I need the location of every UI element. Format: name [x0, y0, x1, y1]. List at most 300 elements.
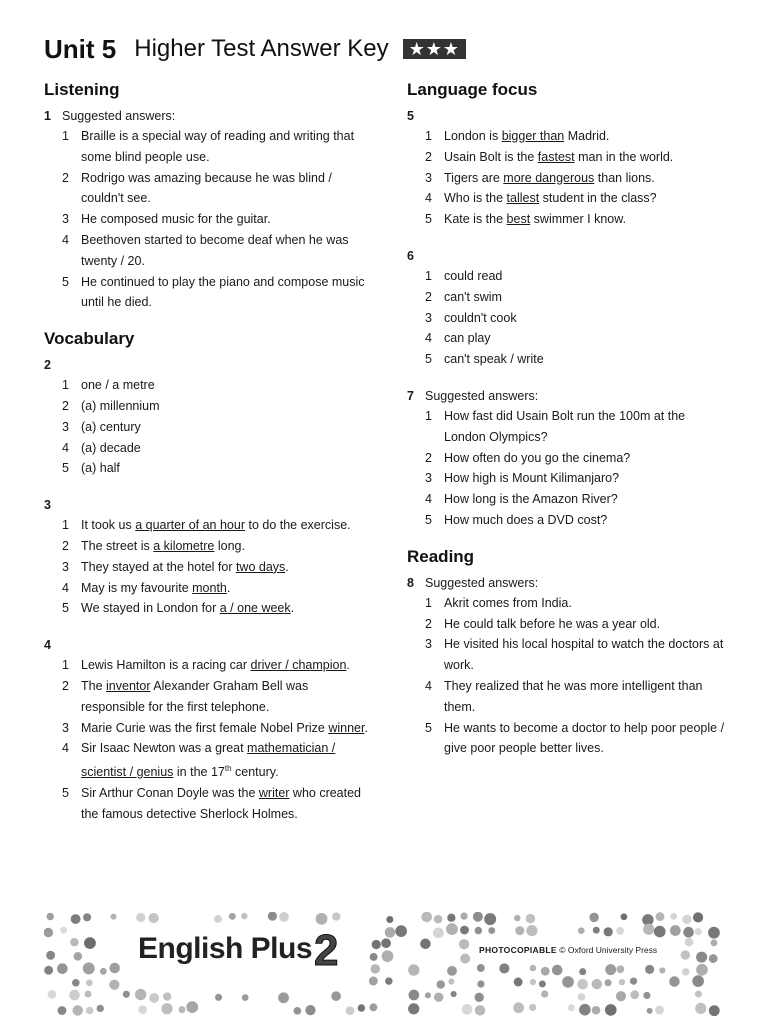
pattern-dot	[589, 913, 598, 922]
item-text-pre: The	[81, 678, 107, 693]
pattern-dot	[695, 928, 702, 935]
list-item	[44, 598, 374, 619]
pattern-dot	[135, 989, 146, 1000]
item-number: 1	[62, 518, 69, 533]
pattern-dot	[408, 964, 419, 975]
pattern-dot	[316, 913, 328, 925]
item-text	[81, 536, 374, 557]
pattern-dot	[578, 927, 585, 934]
answer-list-5	[407, 126, 727, 230]
item-number: 4	[62, 580, 69, 595]
answer-list-4	[44, 655, 374, 825]
pattern-dot	[604, 927, 613, 936]
item-number: 1	[62, 658, 69, 673]
pattern-dot	[499, 963, 509, 973]
item-text-post: long.	[214, 538, 245, 553]
item-text	[81, 598, 374, 619]
item-text-pre: Kate is the	[444, 212, 507, 227]
pattern-dot	[72, 1005, 82, 1015]
list-item	[44, 375, 374, 396]
item-text-pre: We stayed in London for	[81, 601, 220, 616]
pattern-dot	[60, 927, 67, 934]
pattern-dot	[369, 977, 378, 986]
item-text	[81, 676, 374, 718]
list-item	[407, 287, 727, 308]
answer-list-6	[407, 266, 727, 370]
underlined-answer: bigger than	[501, 129, 565, 143]
pattern-dot	[459, 939, 469, 949]
pattern-dot	[659, 967, 665, 973]
answer-list-8	[407, 593, 727, 759]
pattern-dot	[305, 1005, 315, 1015]
item-number: 2	[425, 616, 432, 631]
item-text: can play	[444, 331, 491, 346]
footer-banner	[44, 912, 724, 1020]
pattern-dot	[696, 952, 707, 963]
underlined-answer: best	[506, 212, 531, 227]
item-text-pre: Lewis Hamilton is a racing car	[81, 658, 251, 673]
pattern-dot	[448, 978, 454, 984]
pattern-dot	[278, 992, 289, 1003]
list-item	[44, 417, 374, 438]
pattern-dot	[69, 990, 80, 1001]
copyright-text: © Oxford University Press	[559, 945, 658, 955]
list-item	[44, 272, 374, 314]
pattern-dot	[84, 937, 96, 949]
item-number: 1	[425, 129, 432, 143]
pattern-dot	[669, 976, 680, 987]
item-number: 1	[425, 408, 432, 423]
pattern-dot	[381, 938, 391, 948]
pattern-dot	[552, 965, 563, 976]
list-item	[407, 126, 727, 147]
pattern-dot	[682, 915, 691, 924]
item-text	[81, 578, 374, 599]
pattern-dot	[421, 912, 432, 922]
list-item	[407, 468, 727, 489]
item-text	[444, 126, 727, 147]
item-text-post: to do the exercise.	[245, 518, 351, 533]
list-item	[407, 593, 727, 614]
item-text: He could talk before he was a year old.	[444, 616, 661, 631]
pattern-dot	[186, 1001, 198, 1013]
item-text-post: .	[285, 559, 289, 574]
pattern-dot	[72, 979, 80, 987]
pattern-dot	[111, 914, 117, 920]
question-7: 7 Suggested answers:	[407, 388, 539, 403]
item-number: 1	[425, 595, 432, 610]
item-text-post: in the 17	[173, 765, 225, 780]
underlined-answer: a / one week	[219, 601, 291, 616]
underlined-answer: fastest	[537, 149, 575, 164]
pattern-dot	[681, 950, 690, 959]
list-item	[44, 458, 374, 479]
pattern-dot	[645, 965, 654, 974]
item-number: 1	[62, 129, 69, 143]
item-number: 1	[425, 268, 432, 283]
item-number: 3	[425, 310, 432, 325]
list-item	[44, 718, 374, 739]
reading-heading: Reading	[407, 546, 475, 566]
brand-logo: English Plus	[134, 932, 316, 966]
pattern-dot	[592, 1006, 601, 1015]
item-text-post: man in the world.	[574, 149, 674, 164]
list-item	[44, 783, 374, 825]
pattern-dot	[708, 927, 720, 939]
pattern-dot	[475, 993, 484, 1002]
item-text: How high is Mount Kilimanjaro?	[444, 471, 620, 486]
underlined-answer: inventor	[106, 678, 151, 693]
list-item	[44, 738, 374, 783]
item-text: (a) millennium	[81, 398, 160, 413]
pattern-dot	[685, 938, 694, 947]
pattern-dot	[621, 913, 628, 920]
pattern-dot	[477, 980, 484, 987]
pattern-dot	[488, 927, 495, 934]
question-2: 2	[44, 358, 51, 373]
list-item	[44, 396, 374, 417]
pattern-dot	[163, 992, 171, 1000]
underlined-answer: winner	[328, 720, 365, 735]
pattern-dot	[242, 994, 249, 1001]
item-text	[81, 738, 374, 783]
item-number: 2	[425, 149, 432, 164]
item-number: 5	[62, 461, 69, 476]
list-item	[407, 328, 727, 349]
unit-label: Unit 5	[44, 33, 117, 64]
pattern-dot	[446, 923, 458, 935]
underlined-answer: a quarter of an hour	[135, 518, 245, 533]
item-text-pre: London is	[444, 129, 502, 143]
question-3: 3	[44, 498, 51, 513]
language-focus-heading: Language focus	[407, 80, 538, 99]
pattern-dot	[395, 925, 407, 937]
item-text: can't swim	[444, 289, 502, 304]
pattern-dot	[695, 991, 702, 998]
photocopiable-label: PHOTOCOPIABLE	[479, 945, 557, 955]
pattern-dot	[149, 993, 159, 1003]
item-number: 2	[425, 289, 432, 304]
list-item	[407, 147, 727, 168]
underlined-answer: month	[192, 580, 227, 595]
list-item	[407, 168, 727, 189]
underlined-answer: a kilometre	[153, 538, 215, 553]
item-text-post: Madrid.	[564, 129, 610, 143]
pattern-dot	[447, 966, 457, 976]
item-text: How long is the Amazon River?	[444, 492, 618, 507]
pattern-dot	[530, 965, 537, 972]
item-text: How fast did Usain Bolt run the 100m at the London Olympics?	[444, 408, 686, 444]
item-text	[81, 655, 374, 676]
pattern-dot	[214, 915, 222, 923]
pattern-dot	[83, 913, 91, 921]
pattern-dot	[420, 939, 431, 950]
item-text-pre: The street is	[81, 538, 154, 553]
pattern-dot	[385, 927, 396, 938]
pattern-dot	[178, 1006, 185, 1013]
page-title	[44, 32, 466, 66]
question-4: 4	[44, 638, 51, 653]
underlined-answer: mathematician / scientist / genius	[81, 741, 336, 780]
pattern-dot	[579, 1004, 591, 1016]
list-item	[407, 188, 727, 209]
item-text: one / a metre	[81, 378, 155, 393]
item-number: 2	[62, 678, 69, 693]
pattern-dot	[44, 966, 53, 975]
pattern-dot	[241, 913, 247, 919]
pattern-dot	[86, 1007, 93, 1014]
pattern-dot	[514, 978, 523, 987]
item-text-pre: Tigers are	[444, 170, 504, 185]
answer-list-1	[44, 126, 374, 313]
pattern-dot	[447, 914, 455, 922]
pattern-dot	[605, 1004, 617, 1016]
pattern-dot	[123, 991, 130, 998]
item-number: 4	[62, 440, 69, 455]
pattern-dot	[578, 993, 586, 1001]
item-number: 2	[425, 450, 432, 465]
pattern-dot	[268, 912, 277, 921]
pattern-dot	[692, 975, 704, 987]
item-number: 4	[425, 191, 432, 206]
list-item	[44, 168, 374, 210]
item-number: 5	[62, 786, 69, 801]
pattern-dot	[670, 913, 677, 920]
item-text: Akrit comes from India.	[444, 595, 572, 610]
item-text-post: swimmer I know.	[530, 212, 627, 227]
item-text-post: century.	[231, 765, 279, 780]
item-text-pre: Who is the	[444, 191, 507, 206]
pattern-dot	[605, 979, 612, 986]
list-item	[407, 510, 727, 531]
pattern-dot	[462, 1004, 473, 1015]
pattern-dot	[460, 954, 470, 964]
pattern-dot	[86, 980, 93, 987]
item-text-post: .	[346, 658, 350, 673]
list-item	[44, 438, 374, 459]
item-text-post: who created the famous detective Sherlock Holmes.	[81, 786, 362, 821]
pattern-dot	[630, 977, 637, 984]
left-column	[44, 78, 374, 825]
pattern-dot	[371, 964, 381, 974]
item-number: 3	[425, 637, 432, 652]
pattern-dot	[229, 913, 236, 920]
item-number: 1	[62, 378, 69, 393]
pattern-dot	[711, 939, 718, 946]
pattern-dot	[477, 964, 485, 972]
item-text: couldn't cook	[444, 310, 517, 325]
pattern-dot	[215, 994, 222, 1001]
pattern-dot	[654, 926, 666, 938]
item-text	[444, 168, 727, 189]
item-text-post: .	[226, 580, 231, 595]
pattern-dot	[138, 1005, 147, 1014]
item-text: How often do you go the cinema?	[444, 450, 631, 465]
item-text-pre: May is my favourite	[81, 580, 193, 595]
question-8: 8 Suggested answers:	[407, 575, 539, 590]
item-number: 2	[62, 538, 69, 553]
pattern-dot	[630, 990, 639, 999]
item-number: 3	[62, 419, 69, 434]
pattern-dot	[513, 1002, 524, 1013]
item-text-post: .	[364, 720, 368, 735]
item-number: 3	[62, 720, 69, 735]
item-number: 5	[62, 601, 69, 616]
photocopiable-notice	[476, 945, 660, 955]
pattern-dot	[451, 991, 457, 997]
list-item	[44, 557, 374, 578]
list-item	[407, 266, 727, 287]
item-text: Beethoven started to become deaf when he was twenty / 20.	[81, 232, 349, 268]
pattern-dot	[541, 990, 548, 997]
item-text-post: than lions.	[594, 170, 655, 185]
pattern-dot	[369, 1003, 377, 1011]
pattern-dot	[109, 980, 119, 990]
right-column	[407, 78, 727, 759]
item-text-post: Alexander Graham Bell was responsible for the first telephone.	[81, 678, 309, 714]
pattern-dot	[44, 928, 53, 938]
item-number: 5	[62, 274, 69, 289]
pattern-dot	[434, 992, 443, 1001]
pattern-dot	[643, 992, 650, 999]
pattern-dot	[372, 940, 381, 949]
pattern-dot	[643, 924, 654, 935]
item-text	[444, 209, 727, 230]
pattern-dot	[541, 967, 550, 976]
list-item	[44, 126, 374, 168]
pattern-dot	[370, 953, 378, 961]
item-text-pre: Usain Bolt is the	[444, 149, 538, 164]
item-text-pre: Sir Isaac Newton was a great	[81, 741, 248, 756]
item-text	[81, 718, 374, 739]
item-number: 2	[62, 398, 69, 413]
question-1: 1 Suggested answers:	[44, 109, 176, 123]
pattern-dot	[46, 951, 55, 960]
pattern-dot	[161, 1003, 172, 1014]
pattern-dot	[514, 915, 520, 921]
underlined-answer: writer	[258, 786, 290, 801]
pattern-dot	[530, 979, 536, 985]
item-number: 3	[62, 559, 69, 574]
item-text	[81, 515, 374, 536]
pattern-dot	[74, 952, 83, 961]
item-text	[81, 557, 374, 578]
pattern-dot	[526, 925, 537, 936]
pattern-dot	[616, 927, 624, 935]
pattern-dot	[647, 1008, 653, 1014]
list-item	[44, 536, 374, 557]
answer-list-3	[44, 515, 374, 619]
item-number: 4	[425, 492, 432, 507]
difficulty-stars: ★★★	[403, 39, 466, 59]
ordinal-suffix: th	[224, 764, 232, 774]
pattern-dot	[97, 1005, 104, 1012]
pattern-dot	[539, 980, 546, 987]
pattern-dot	[526, 914, 535, 923]
pattern-dot	[58, 1006, 67, 1015]
pattern-dot	[682, 968, 689, 975]
pattern-dot	[386, 916, 393, 923]
pattern-dot	[294, 1007, 302, 1015]
pattern-dot	[605, 964, 616, 975]
list-item	[407, 308, 727, 329]
list-item	[44, 209, 374, 230]
list-item	[407, 489, 727, 510]
item-number: 5	[425, 720, 432, 735]
item-text: He visited his local hospital to watch the doctors at work.	[444, 637, 724, 673]
list-item	[407, 406, 727, 448]
item-number: 5	[425, 512, 432, 527]
item-text: can't speak / write	[444, 352, 544, 367]
title-text: Higher Test Answer Key	[134, 35, 389, 62]
item-text	[444, 188, 727, 209]
pattern-dot	[568, 1004, 575, 1011]
item-text: (a) half	[81, 461, 120, 476]
pattern-dot	[149, 913, 159, 923]
pattern-dot	[696, 964, 708, 976]
item-number: 4	[425, 678, 432, 693]
pattern-dot	[473, 912, 483, 922]
pattern-dot	[592, 979, 602, 989]
item-text	[444, 147, 727, 168]
list-item	[407, 448, 727, 469]
item-text: (a) decade	[81, 440, 141, 455]
item-number: 4	[425, 331, 432, 346]
pattern-dot	[382, 950, 394, 962]
pattern-dot	[425, 992, 431, 998]
pattern-dot	[47, 913, 54, 920]
list-item	[407, 209, 727, 230]
item-text: They realized that he was more intelligent than them.	[444, 678, 703, 714]
pattern-dot	[695, 1003, 706, 1014]
item-text-pre: Marie Curie was the first female Nobel Prize	[81, 720, 329, 735]
pattern-dot	[434, 915, 443, 924]
pattern-dot	[619, 979, 625, 985]
pattern-dot	[279, 912, 289, 922]
pattern-dot	[515, 926, 524, 935]
level-number: 2	[314, 926, 339, 975]
item-text-post: student in the class?	[539, 191, 657, 206]
item-text: could read	[444, 268, 503, 283]
pattern-dot	[655, 1005, 664, 1014]
pattern-dot	[579, 968, 586, 975]
question-6: 6	[407, 248, 414, 263]
pattern-dot	[346, 1006, 355, 1015]
pattern-dot	[433, 927, 444, 938]
item-text: He composed music for the guitar.	[81, 212, 271, 227]
item-text: He continued to play the piano and compose music until he died.	[81, 274, 365, 310]
pattern-dot	[409, 990, 420, 1001]
item-text-pre: It took us	[81, 518, 136, 533]
pattern-dot	[85, 991, 92, 998]
pattern-dot	[71, 914, 81, 924]
pattern-dot	[358, 1004, 365, 1011]
item-text-pre: Sir Arthur Conan Doyle was the	[81, 786, 259, 801]
item-number: 4	[62, 741, 69, 756]
pattern-dot	[484, 913, 496, 925]
pattern-dot	[385, 977, 392, 984]
answer-list-2	[44, 375, 374, 479]
pattern-dot	[683, 927, 694, 938]
item-text-pre: They stayed at the hotel for	[81, 559, 236, 574]
pattern-dot	[562, 976, 574, 988]
pattern-dot	[109, 963, 120, 974]
pattern-dot	[529, 1004, 536, 1011]
pattern-dot	[100, 968, 107, 975]
pattern-dot	[593, 927, 600, 934]
item-text: Rodrigo was amazing because he was blind / couldn't see.	[81, 170, 332, 206]
item-number: 5	[425, 212, 432, 227]
